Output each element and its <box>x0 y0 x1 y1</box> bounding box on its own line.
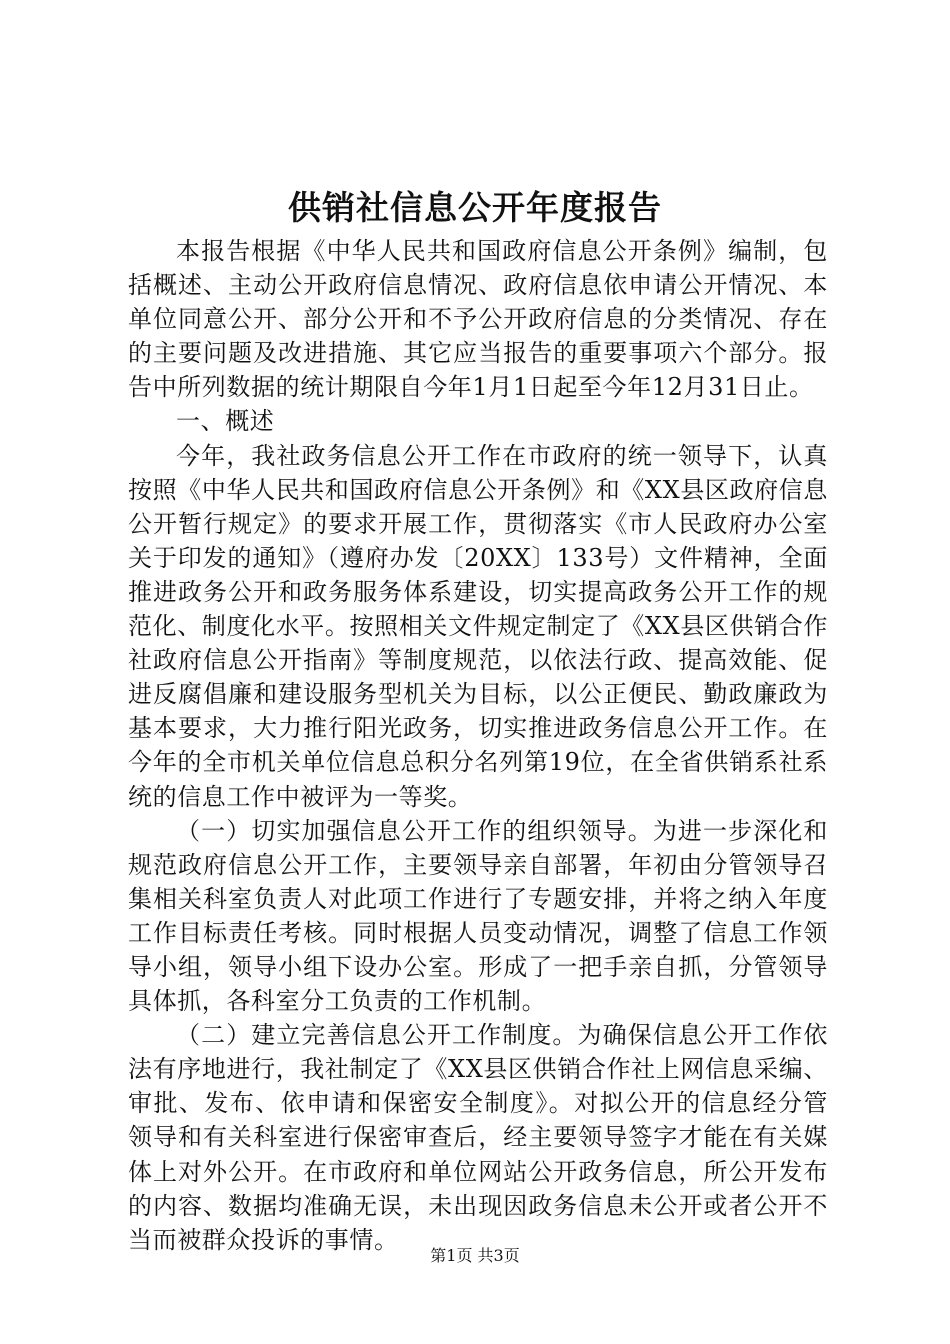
subsection-paragraph-1: （一）切实加强信息公开工作的组织领导。为进一步深化和规范政府信息公开工作，主要领导亲自部署，年初由分管领导召集相关科室负责人对此项工作进行了专题安排，并将之纳入年度工作目标责任考核。同时根据人员变动情况，调整了信息工作领导小组，领导小组下设办公室。形成了一把手亲自抓，分管领导具体抓，各科室分工负责的工作机制。 <box>128 816 828 1016</box>
document-body <box>128 234 828 1257</box>
section-heading-overview: 一、概述 <box>176 407 275 436</box>
page-number-total: 共3页 <box>477 1246 520 1265</box>
overview-paragraph: 今年，我社政务信息公开工作在市政府的统一领导下，认真按照《中华人民共和国政府信息公开条例》和《XX县区政府信息公开暂行规定》的要求开展工作，贯彻落实《市人民政府办公室关于印发的通知》（遵府办发〔20XX〕133号）文件精神，全面推进政务公开和政务服务体系建设，切实提高政务公开工作的规范化、制度化水平。按照相关文件规定制定了《XX县区供销合作社政府信息公开指南》等制度规范，以依法行政、提高效能、促进反腐倡廉和建设服务型机关为目标，以公正便民、勤政廉政为基本要求，大力推行阳光政务，切实推进政务信息公开工作。在今年的全市机关单位信息总积分名列第19位，在全省供销系社系统的信息工作中被评为一等奖。 <box>128 441 828 811</box>
page-footer <box>0 1245 950 1267</box>
intro-paragraph: 本报告根据《中华人民共和国政府信息公开条例》编制，包括概述、主动公开政府信息情况、政府信息依申请公开情况、本单位同意公开、部分公开和不予公开政府信息的分类情况、存在的主要问题及改进措施、其它应当报告的重要事项六个部分。报告中所列数据的统计期限自今年1月1日起至今年12月31日止。 <box>128 237 828 402</box>
page-number-current: 第1页 <box>430 1246 473 1265</box>
subsection-paragraph-2: （二）建立完善信息公开工作制度。为确保信息公开工作依法有序地进行，我社制定了《XX县区供销合作社上网信息采编、审批、发布、依申请和保密安全制度》。对拟公开的信息经分管领导和有关科室进行保密审查后，经主要领导签字才能在有关媒体上对外公开。在市政府和单位网站公开政务信息，所公开发布的内容、数据均准确无误，未出现因政务信息未公开或者公开不当而被群众投诉的事情。 <box>128 1021 828 1254</box>
document-title: 供销社信息公开年度报告 <box>288 188 662 227</box>
